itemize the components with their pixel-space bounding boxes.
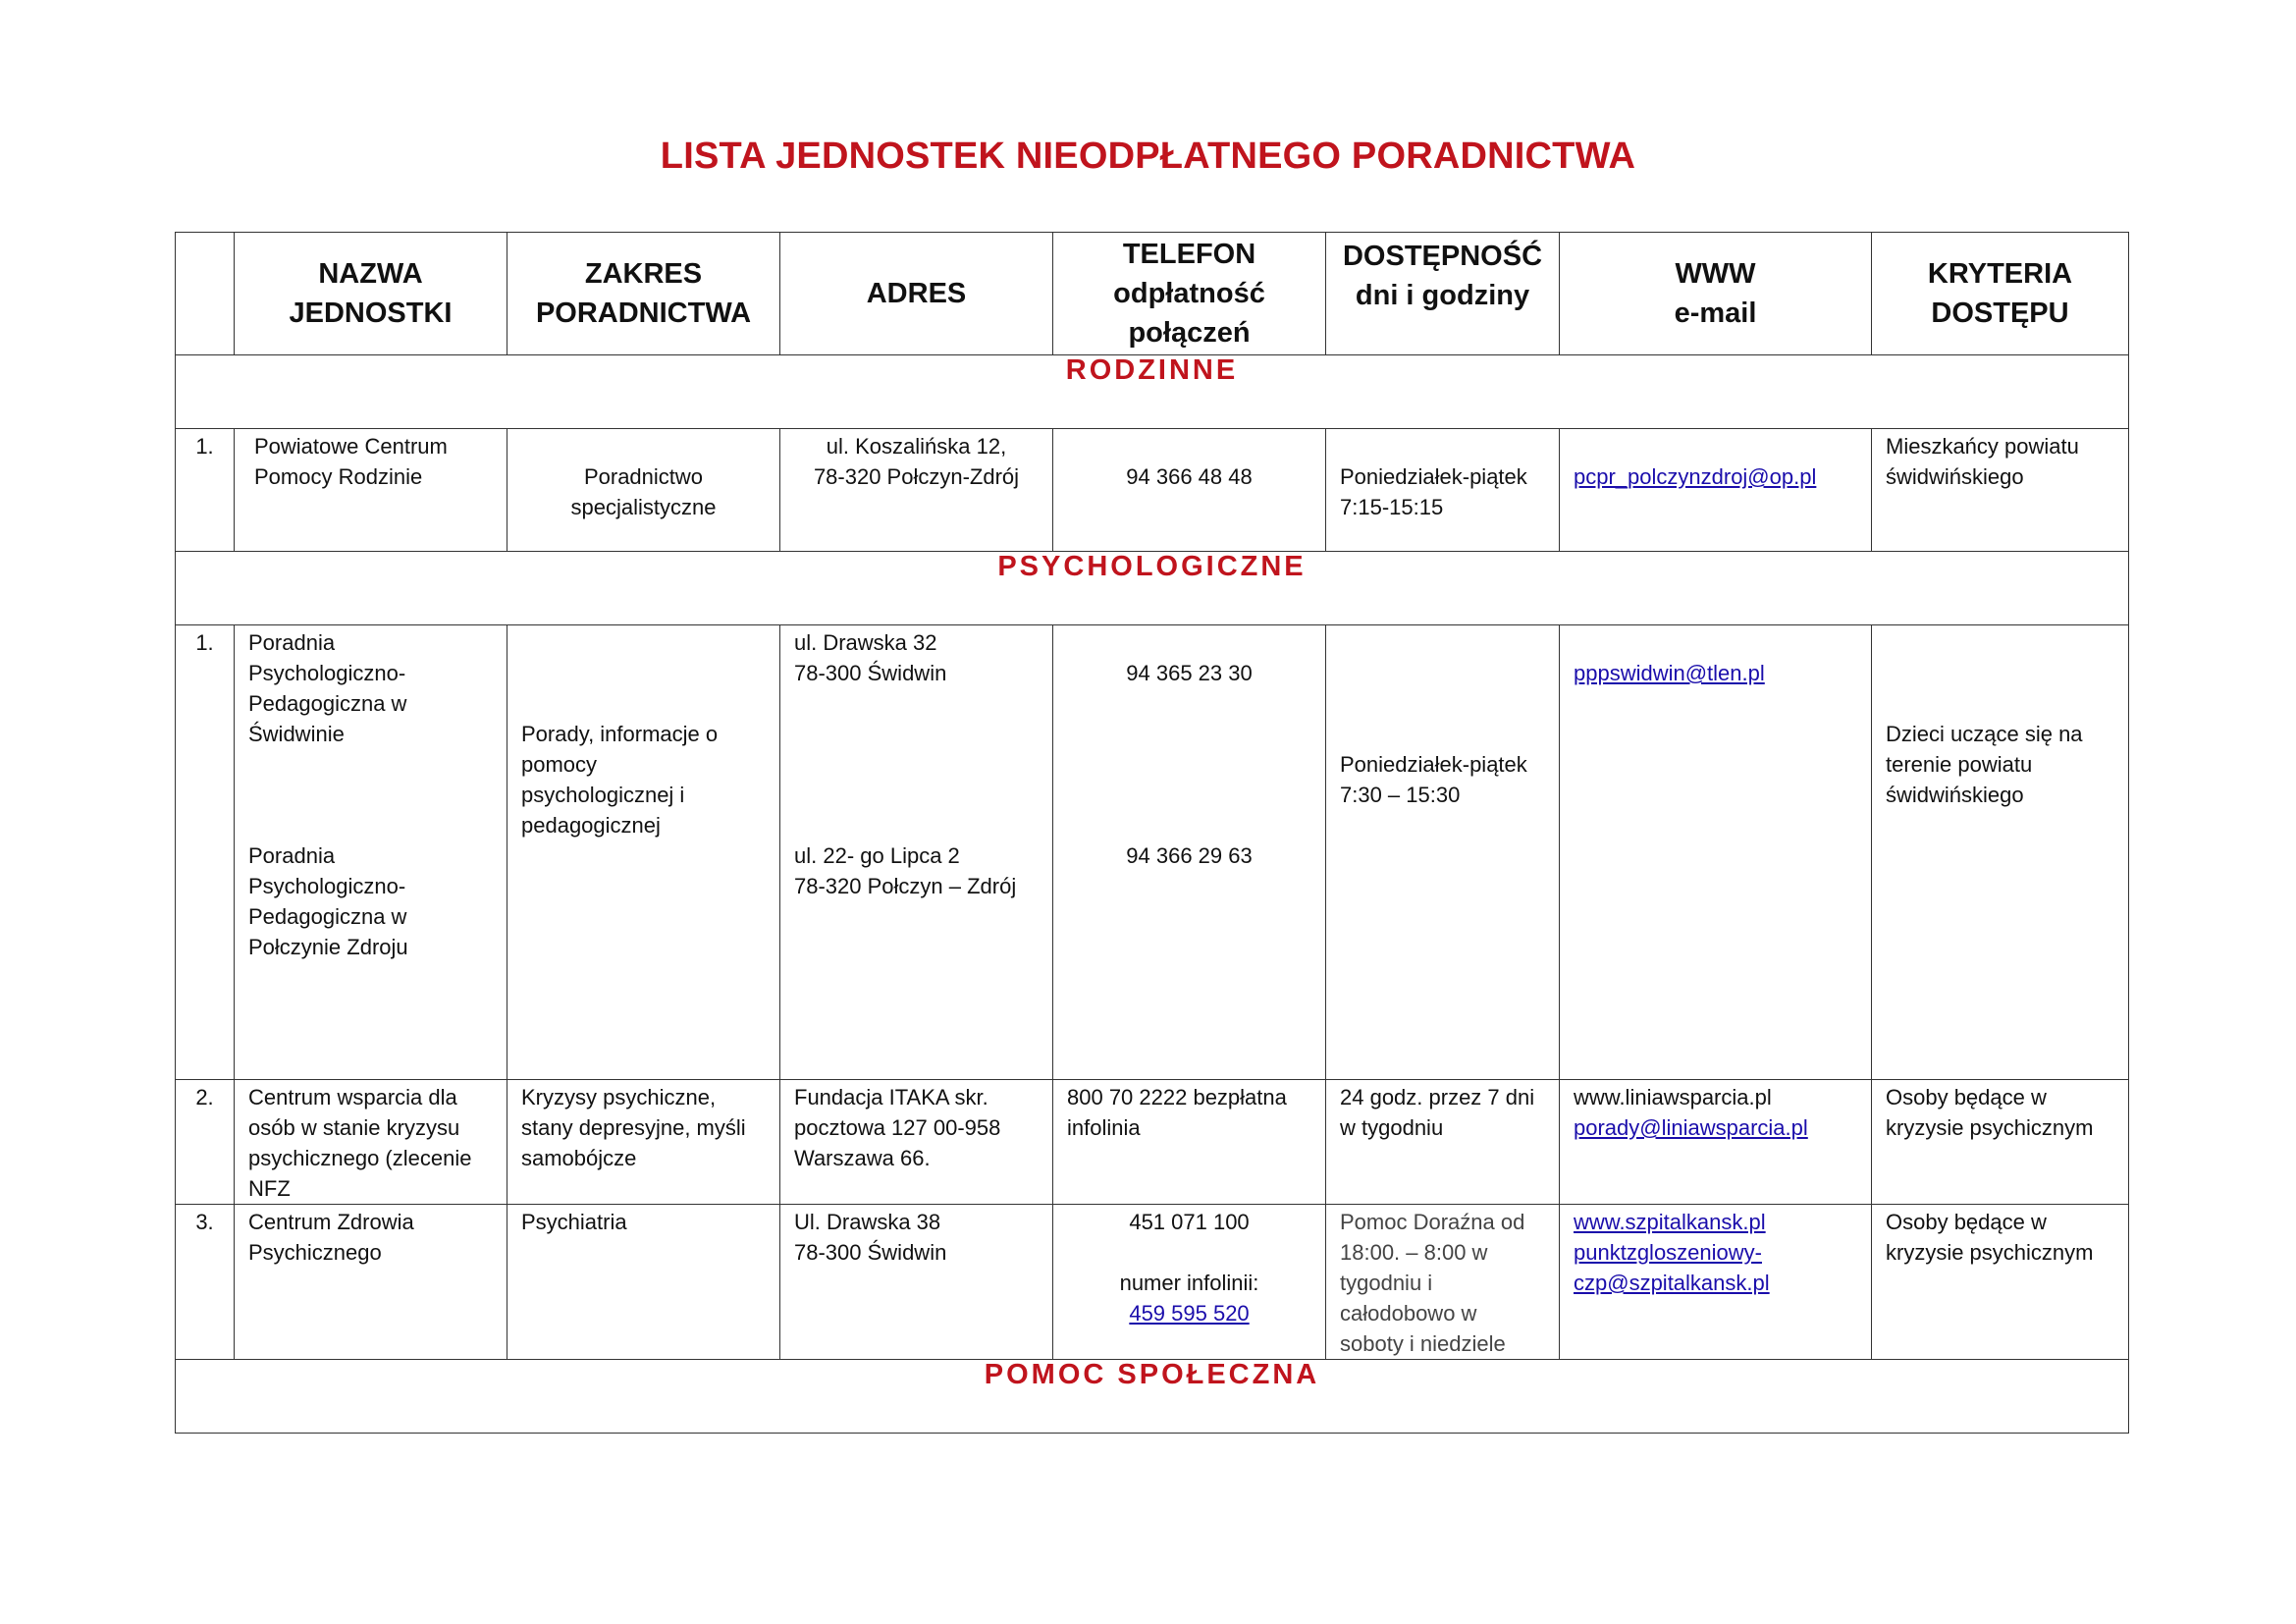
units-table — [175, 232, 2129, 1434]
section-row-rodzinne — [176, 355, 2129, 429]
cell-dostepnosc: 24 godz. przez 7 dni w tygodniu — [1326, 1080, 1560, 1205]
header-row — [176, 233, 2129, 355]
section-title-psychologiczne: PSYCHOLOGICZNE — [176, 552, 2129, 625]
cell-adres: ul. Drawska 32 78-300 Świdwin ul. 22- go Lipca 2 78-320 Połczyn – Zdrój — [780, 625, 1053, 1080]
www-link[interactable]: www.szpitalkansk.pl — [1574, 1210, 1766, 1234]
cell-telefon: 451 071 100 numer infolinii: 459 595 520 — [1053, 1205, 1326, 1360]
cell-kryteria: Osoby będące w kryzysie psychicznym — [1872, 1080, 2129, 1205]
row-number: 1. — [176, 429, 235, 552]
email-link[interactable]: punktzgloszeniowy- — [1574, 1240, 1762, 1265]
cell-adres: Fundacja ITAKA skr. pocztowa 127 00-958 Warszawa 66. — [780, 1080, 1053, 1205]
cell-email — [1560, 429, 1872, 552]
cell-kryteria: Osoby będące w kryzysie psychicznym — [1872, 1205, 2129, 1360]
cell-nazwa: Centrum wsparcia dla osób w stanie kryzysu psychicznego (zlecenie NFZ — [235, 1080, 507, 1205]
header-num — [176, 233, 235, 355]
section-row-pomoc — [176, 1360, 2129, 1434]
cell-telefon: 94 366 48 48 — [1053, 429, 1326, 552]
section-title-rodzinne: RODZINNE — [176, 355, 2129, 429]
cell-kryteria: Dzieci uczące się na terenie powiatu świdwińskiego — [1872, 625, 2129, 1080]
cell-dostepnosc: Pomoc Doraźna od 18:00. – 8:00 w tygodniu i całodobowo w soboty i niedziele — [1326, 1205, 1560, 1360]
section-row-psychologiczne — [176, 552, 2129, 625]
email-link-cont[interactable]: czp@szpitalkansk.pl — [1574, 1271, 1770, 1295]
header-nazwa: NAZWA JEDNOSTKI — [235, 233, 507, 355]
www-text: www.liniawsparcia.pl — [1574, 1085, 1772, 1110]
row-number: 2. — [176, 1080, 235, 1205]
table-row — [176, 429, 2129, 552]
cell-telefon: 800 70 2222 bezpłatna infolinia — [1053, 1080, 1326, 1205]
cell-adres: Ul. Drawska 38 78-300 Świdwin — [780, 1205, 1053, 1360]
cell-zakres: Poradnictwo specjalistyczne — [507, 429, 780, 552]
cell-zakres: Psychiatria — [507, 1205, 780, 1360]
cell-nazwa: Centrum Zdrowia Psychicznego — [235, 1205, 507, 1360]
table-row — [176, 1080, 2129, 1205]
cell-telefon: 94 365 23 30 94 366 29 63 — [1053, 625, 1326, 1080]
table-row — [176, 625, 2129, 1080]
cell-www-email — [1560, 1080, 1872, 1205]
cell-zakres: Porady, informacje o pomocy psychologicznej i pedagogicznej — [507, 625, 780, 1080]
email-link[interactable]: pppswidwin@tlen.pl — [1574, 661, 1765, 685]
email-link[interactable]: pcpr_polczynzdroj@op.pl — [1574, 464, 1817, 489]
infolinia-link[interactable]: 459 595 520 — [1129, 1301, 1250, 1326]
header-adres: ADRES — [780, 233, 1053, 355]
cell-dostepnosc: Poniedziałek-piątek 7:15-15:15 — [1326, 429, 1560, 552]
cell-email — [1560, 625, 1872, 1080]
cell-www-email — [1560, 1205, 1872, 1360]
section-title-pomoc: POMOC SPOŁECZNA — [176, 1360, 2129, 1434]
header-telefon: TELEFON odpłatność połączeń — [1053, 233, 1326, 355]
cell-kryteria: Mieszkańcy powiatu świdwińskiego — [1872, 429, 2129, 552]
cell-nazwa: Poradnia Psychologiczno- Pedagogiczna w Świdwinie Poradnia Psychologiczno- Pedagogiczna w Połczynie Zdroju — [235, 625, 507, 1080]
header-www: WWW e-mail — [1560, 233, 1872, 355]
table-row — [176, 1205, 2129, 1360]
cell-nazwa: Powiatowe Centrum Pomocy Rodzinie — [235, 429, 507, 552]
header-kryteria: KRYTERIA DOSTĘPU — [1872, 233, 2129, 355]
cell-adres: ul. Koszalińska 12, 78-320 Połczyn-Zdrój — [780, 429, 1053, 552]
row-number: 1. — [176, 625, 235, 1080]
row-number: 3. — [176, 1205, 235, 1360]
cell-dostepnosc: Poniedziałek-piątek 7:30 – 15:30 — [1326, 625, 1560, 1080]
header-zakres: ZAKRES PORADNICTWA — [507, 233, 780, 355]
page-title: LISTA JEDNOSTEK NIEODPŁATNEGO PORADNICTWA — [660, 135, 1636, 177]
cell-zakres: Kryzysy psychiczne, stany depresyjne, myśli samobójcze — [507, 1080, 780, 1205]
email-link[interactable]: porady@liniawsparcia.pl — [1574, 1115, 1808, 1140]
header-dostepnosc: DOSTĘPNOŚĆ dni i godziny — [1326, 233, 1560, 355]
